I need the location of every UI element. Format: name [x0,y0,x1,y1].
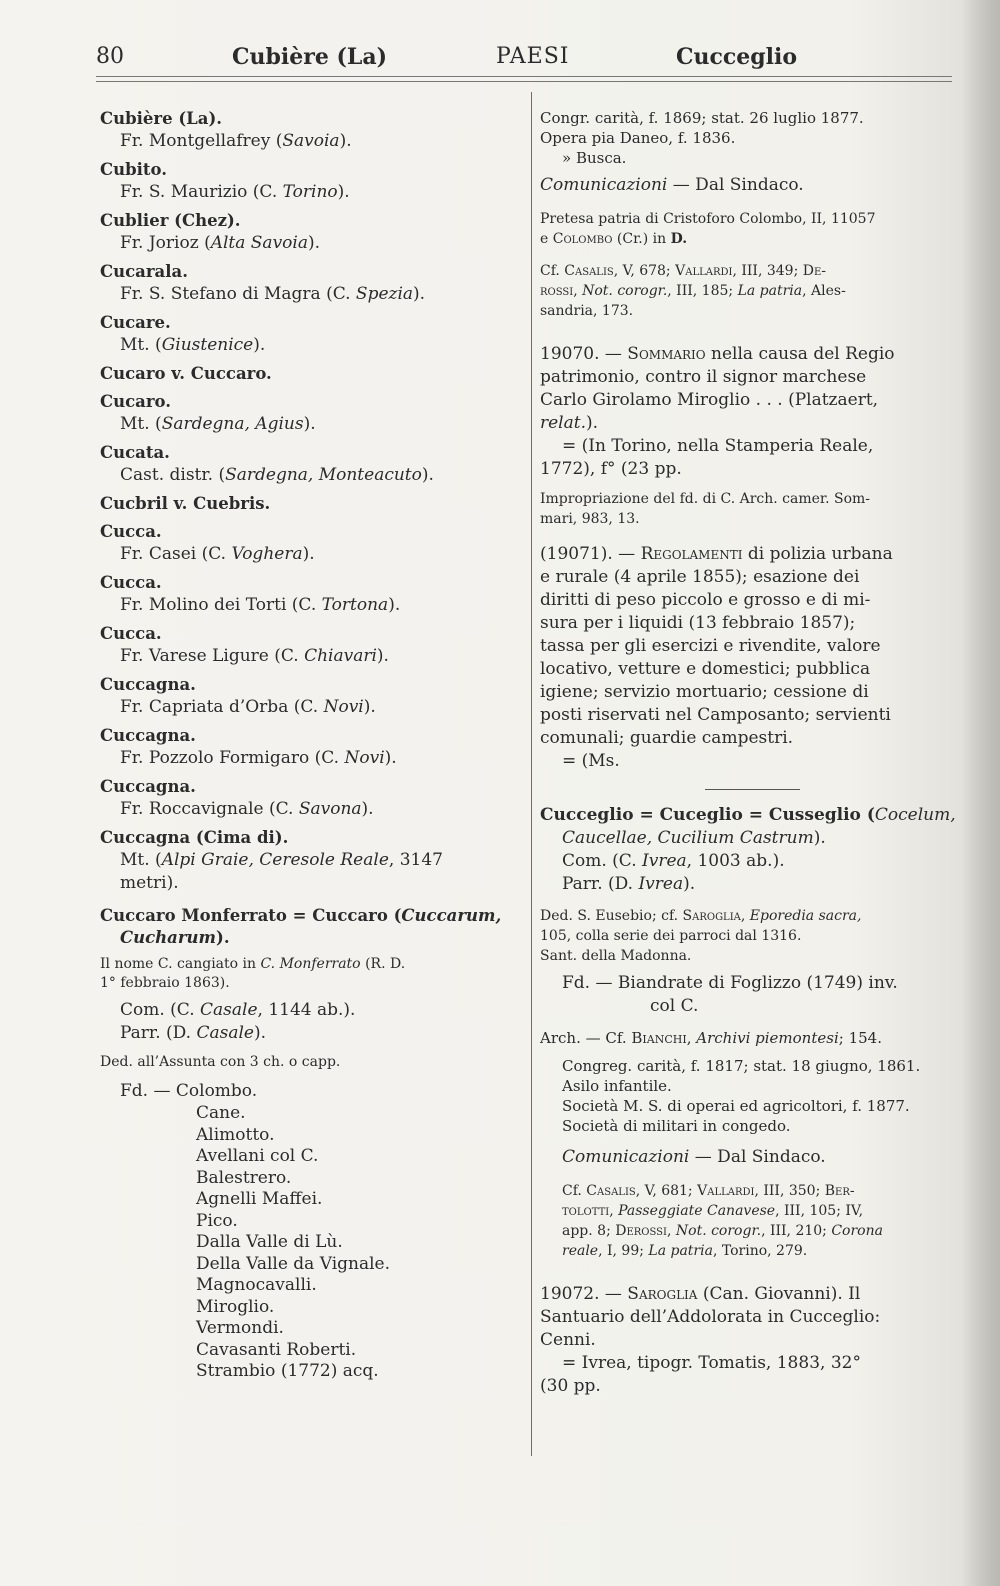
feud-list-item: Strambio (1772) acq. [196,1361,379,1381]
text-line: col C. [650,996,699,1016]
entry [100,521,525,566]
text-line: Comunicazioni — Dal Sindaco. [562,1147,826,1167]
text-line: posti riservati nel Camposanto; servienti [540,705,891,725]
text-line: Fd. — Biandrate di Foglizzo (1749) inv. [562,973,898,993]
text-line: Carlo Girolamo Miroglio . . . (Platzaert, [540,390,879,410]
text-line: e Colombo (Cr.) in D. [540,231,688,247]
text-line: Società M. S. di operai ed agricoltori, f. 1877. [562,1097,910,1115]
entry [100,905,525,1383]
entry-parr: Parr. (D. Casale). [120,1023,267,1043]
header-rule-top [96,76,952,77]
entry-title: Cucbril v. Cuebris. [100,494,271,513]
text-line: Impropriazione del fd. di C. Arch. camer. Som- [540,491,871,507]
entry [100,108,525,153]
entry [100,442,525,487]
entry-title: Cuccagna. [100,726,196,745]
text-line: tassa per gli esercizi e rivendite, valore [540,636,881,656]
entry-parr: Parr. (D. Ivrea). [562,874,696,894]
entry-com: Com. (C. Casale, 1144 ab.). [120,1000,356,1020]
text-line: Opera pia Daneo, f. 1836. [540,129,736,147]
entry-title-cont: Caucellae, Cucilium Castrum). [562,828,826,848]
feud-list-item: Pico. [196,1210,238,1231]
entry-body: Fr. Capriata d’Orba (C. Novi). [120,697,376,717]
text-line: e rurale (4 aprile 1855); esazione dei [540,567,860,587]
text-line: igiene; servizio mortuario; cessione di [540,682,869,702]
entry-body: Mt. (Sardegna, Agius). [120,414,316,434]
entry-title: Cuccagna. [100,777,196,796]
entry [100,827,525,895]
text-line: sandria, 173. [540,303,634,319]
entry-body: Fr. Varese Ligure (C. Chiavari). [120,646,389,666]
header-right-title: Cucceglio [676,44,798,70]
entry [100,725,525,770]
entry [100,674,525,719]
text-line: 19070. — Sommario nella causa del Regio [540,344,895,364]
entry-note: Il nome C. cangiato in C. Monferrato (R. D. 1° febbraio 1863). [100,956,406,991]
feud-list-item: Vermondi. [196,1318,284,1338]
running-header [96,40,952,72]
text-line: patrimonio, contro il signor marchese [540,367,867,387]
entry-title: Cuccagna (Cima di). [100,828,289,847]
feud-list-item: Alimotto. [196,1124,275,1145]
entry-title: Cucaro v. Cuccaro. [100,364,272,383]
entry [100,776,525,821]
entry-feud: Fd. — Colombo. [120,1081,258,1101]
entry [100,261,525,306]
entry-body: Fr. S. Maurizio (C. Torino). [120,182,350,202]
text-line: 105, colla serie dei parroci dal 1316. [540,928,802,944]
left-column [100,108,525,1389]
header-center-title: PAESI [496,44,570,69]
text-line: Pretesa patria di Cristoforo Colombo, II, 11057 [540,211,876,227]
entry-body: Fr. Montgellafrey (Savoia). [120,131,352,151]
feud-list [100,1103,525,1383]
section-divider [705,789,800,790]
entry-title: Cublier (Chez). [100,211,241,230]
text-line: (30 pp. [540,1376,601,1396]
entry-body: Fr. Casei (C. Voghera). [120,544,315,564]
text-line: = Ivrea, tipogr. Tomatis, 1883, 32° [562,1353,861,1373]
text-line: Cf. Casalis, V, 681; Vallardi, III, 350; Ber- [562,1183,855,1199]
text-line: Congr. carità, f. 1869; stat. 26 luglio 1877. [540,109,864,127]
text-line: Ded. S. Eusebio; cf. Saroglia, Eporedia sacra, [540,908,862,924]
entry [100,572,525,617]
text-line: Comunicazioni — Dal Sindaco. [540,175,804,195]
column-divider [531,92,532,1456]
text-line: = (Ms. [562,751,620,771]
text-line: sura per i liquidi (13 febbraio 1857); [540,613,856,633]
entry-title: Cucarala. [100,262,188,281]
text-line: 19072. — Saroglia (Can. Giovanni). Il [540,1284,861,1304]
entry-title: Cuccagna. [100,675,196,694]
text-line: Santuario dell’Addolorata in Cucceglio: [540,1307,881,1327]
text-line: tolotti, Passeggiate Canavese, III, 105; IV, [562,1203,864,1219]
feud-list-item: Miroglio. [196,1296,275,1317]
header-rule-bottom [96,81,952,82]
feud-list-item: Avellani col C. [196,1146,319,1166]
feud-list-item: Della Valle da Vignale. [196,1253,390,1274]
entry-title: Cucca. [100,624,162,643]
text-line: locativo, vetture e domestici; pubblica [540,659,871,679]
text-line: app. 8; Derossi, Not. corogr., III, 210; Corona [562,1223,883,1239]
entry-dedication: Ded. all’Assunta con 3 ch. o capp. [100,1054,341,1070]
entry-title: Cucaro. [100,392,172,411]
text-line: Sant. della Madonna. [540,948,692,964]
entry [100,312,525,357]
text-line: comunali; guardie campestri. [540,728,794,748]
text-line: diritti di peso piccolo e grosso e di mi- [540,590,871,610]
entry-title: Cuccaro Monferrato = Cuccaro (Cuccarum, Cucharum). [100,906,502,947]
entry-body: Fr. Roccavignale (C. Savona). [120,799,374,819]
entry-title: Cubière (La). [100,109,223,128]
entry-body: Fr. S. Stefano di Magra (C. Spezia). [120,284,426,304]
text-line: mari, 983, 13. [540,511,640,527]
page-edge-shadow [962,0,1000,1586]
header-left-title: Cubière (La) [232,44,388,70]
entry [100,363,525,385]
text-line: Asilo infantile. [562,1077,672,1095]
entry-title: Cucceglio = Cuceglio = Cusseglio (Cocelum, [540,805,956,825]
text-line: 1772), f° (23 pp. [540,459,682,479]
entry-body: Cast. distr. (Sardegna, Monteacuto). [120,465,434,485]
entry-title: Cucca. [100,522,162,541]
text-line: Cf. Casalis, V, 678; Vallardi, III, 349; De- [540,263,826,279]
entry [100,210,525,255]
entry [100,159,525,204]
text-line: (19071). — Regolamenti di polizia urbana [540,544,893,564]
feud-list-item: Balestrero. [196,1167,292,1188]
entry-com: Com. (C. Ivrea, 1003 ab.). [562,851,785,871]
text-line: reale, I, 99; La patria, Torino, 279. [562,1243,808,1259]
text-line: Società di militari in congedo. [562,1117,791,1135]
entry [100,623,525,668]
feud-list-item: Cavasanti Roberti. [196,1339,357,1360]
page-number: 80 [96,44,124,69]
entry-title: Cucca. [100,573,162,592]
entry-body: Mt. (Giustenice). [120,335,266,355]
feud-list-item: Dalla Valle di Lù. [196,1232,343,1252]
entry [100,391,525,436]
feud-list-item: Cane. [196,1103,246,1123]
text-line: = (In Torino, nella Stamperia Reale, [562,436,874,456]
entry-title: Cubito. [100,160,168,179]
text-line: Arch. — Cf. Bianchi, Archivi piemontesi; 154. [540,1029,882,1047]
entry-body: Fr. Molino dei Torti (C. Tortona). [120,595,401,615]
entry-body: Mt. (Alpi Graie, Ceresole Reale, 3147 metri). [120,850,443,893]
feud-list-item: Agnelli Maffei. [196,1189,323,1209]
entry-title: Cucare. [100,313,171,332]
text-line: Cenni. [540,1330,596,1350]
paragraph [540,566,960,750]
feud-list-item: Magnocavalli. [196,1275,317,1295]
text-line: relat.). [540,413,599,433]
entry-body: Fr. Pozzolo Formigaro (C. Novi). [120,748,397,768]
entry-body: Fr. Jorioz (Alta Savoia). [120,233,321,253]
text-line: rossi, Not. corogr., III, 185; La patria, Ales- [540,283,846,299]
text-line: Congreg. carità, f. 1817; stat. 18 giugno, 1861. [562,1057,921,1075]
text-line: » Busca. [562,149,627,167]
right-column [540,108,960,1398]
entry-title: Cucata. [100,443,170,462]
entry [100,493,525,515]
